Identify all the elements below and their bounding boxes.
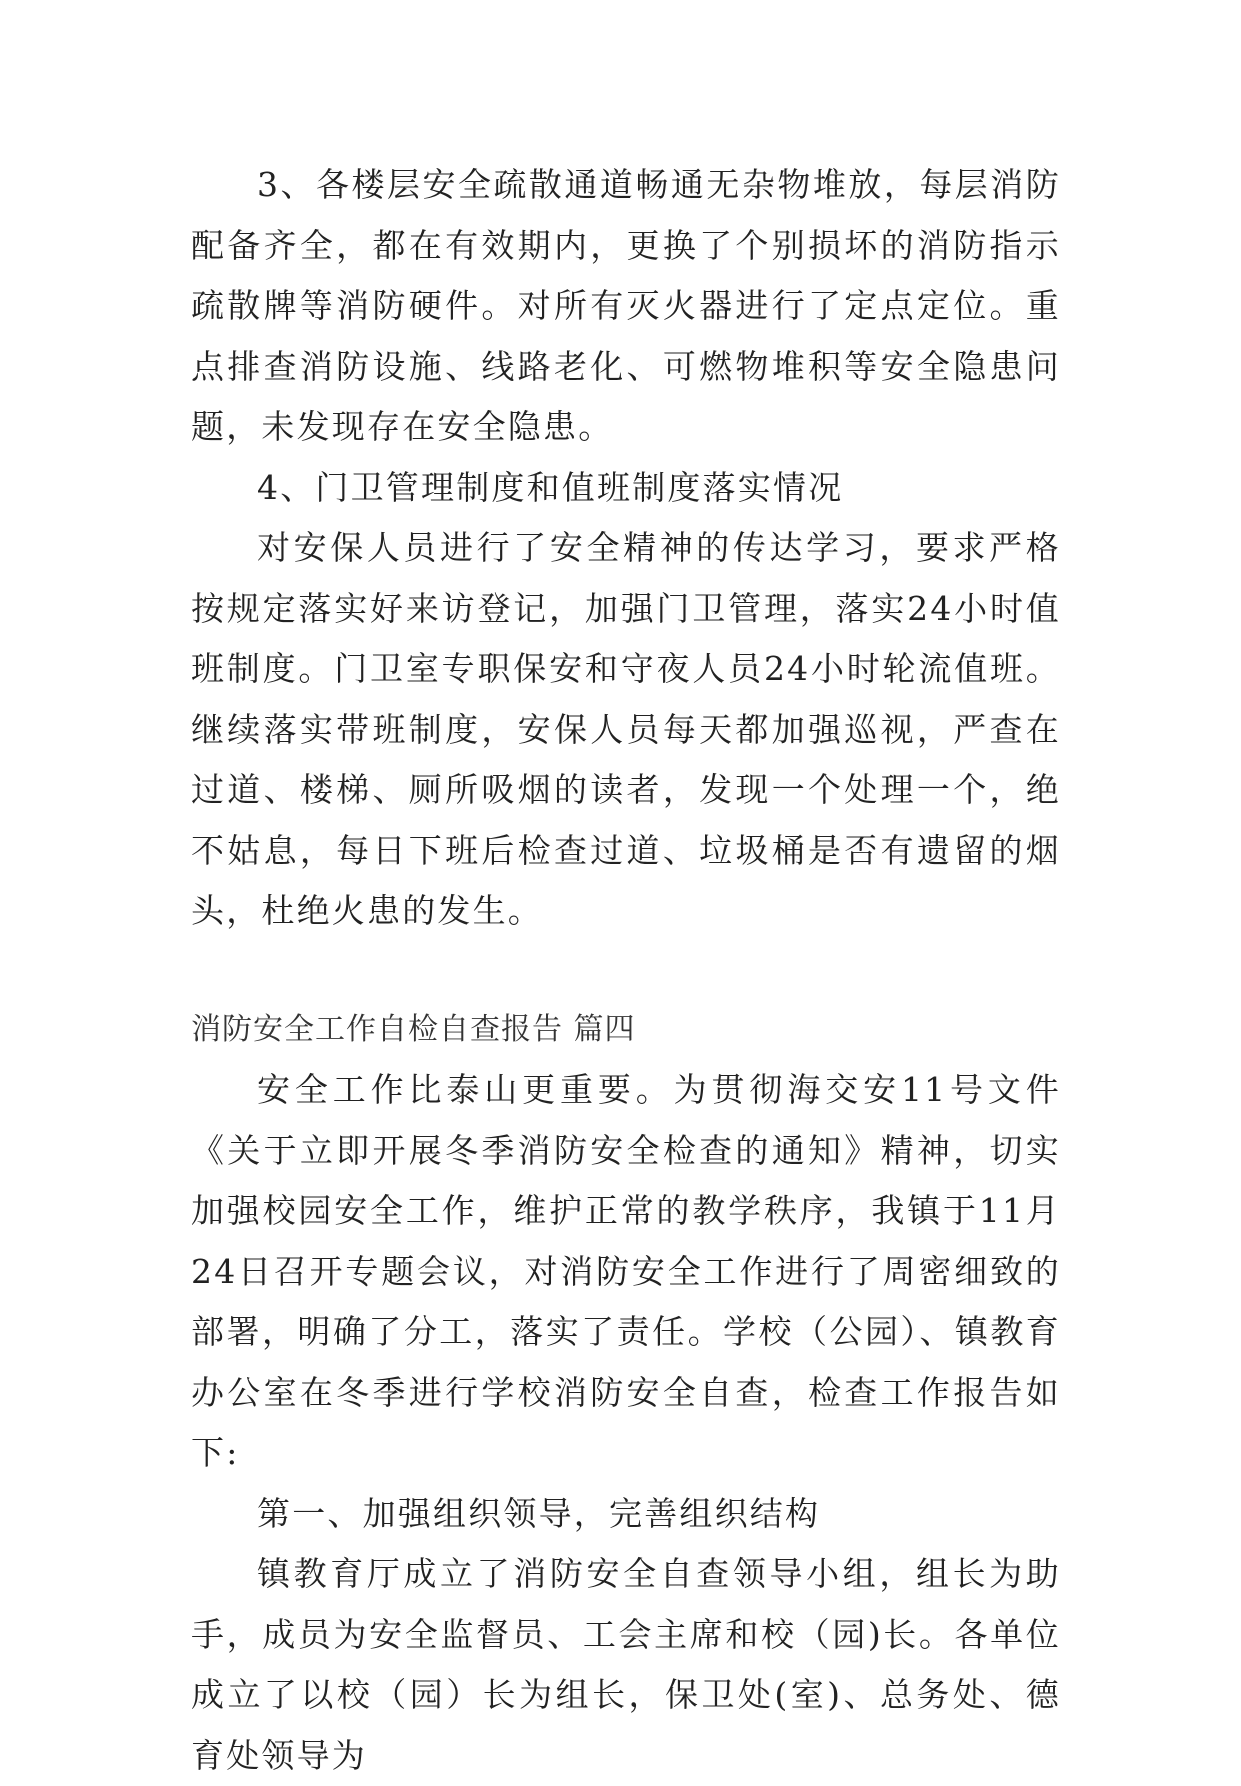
paragraph-heading-guard-duty: 4、门卫管理制度和值班制度落实情况	[257, 467, 844, 507]
paragraph-fire-equipment: 3、各楼层安全疏散通道畅通无杂物堆放，每层消防配备齐全，都在有效期内，更换了个别损坏的消防指示疏散牌等消防硬件。对所有灭火器进行了定点定位。重点排查消防设施、线路老化、可燃物堆积等安全隐患问题，未发现存在安全隐患。	[191, 165, 1061, 446]
section-title: 消防安全工作自检自查报告 篇四	[191, 1011, 636, 1047]
paragraph-organization: 镇教育厅成立了消防安全自查领导小组，组长为助手，成员为安全监督员、工会主席和校（园)长。各单位成立了以校（园）长为组长，保卫处(室)、总务处、德育处领导为	[191, 1554, 1061, 1775]
paragraph-intro: 安全工作比泰山更重要。为贯彻海交安11号文件《关于立即开展冬季消防安全检查的通知》精神，切实加强校园安全工作，维护正常的教学秩序，我镇于11月24日召开专题会议，对消防安全工作进行了周密细致的部署，明确了分工，落实了责任。学校（公园）、镇教育办公室在冬季进行学校消防安全自查，检查工作报告如下:	[191, 1070, 1061, 1472]
document-body	[191, 155, 1061, 1786]
paragraph-heading-organization: 第一、加强组织领导，完善组织结构	[257, 1493, 821, 1533]
paragraph-security-staff: 对安保人员进行了安全精神的传达学习，要求严格按规定落实好来访登记，加强门卫管理，落实24小时值班制度。门卫室专职保安和守夜人员24小时轮流值班。继续落实带班制度，安保人员每天都加强巡视，严查在过道、楼梯、厕所吸烟的读者，发现一个处理一个，绝不姑息，每日下班后检查过道、垃圾桶是否有遗留的烟头，杜绝火患的发生。	[191, 528, 1061, 930]
